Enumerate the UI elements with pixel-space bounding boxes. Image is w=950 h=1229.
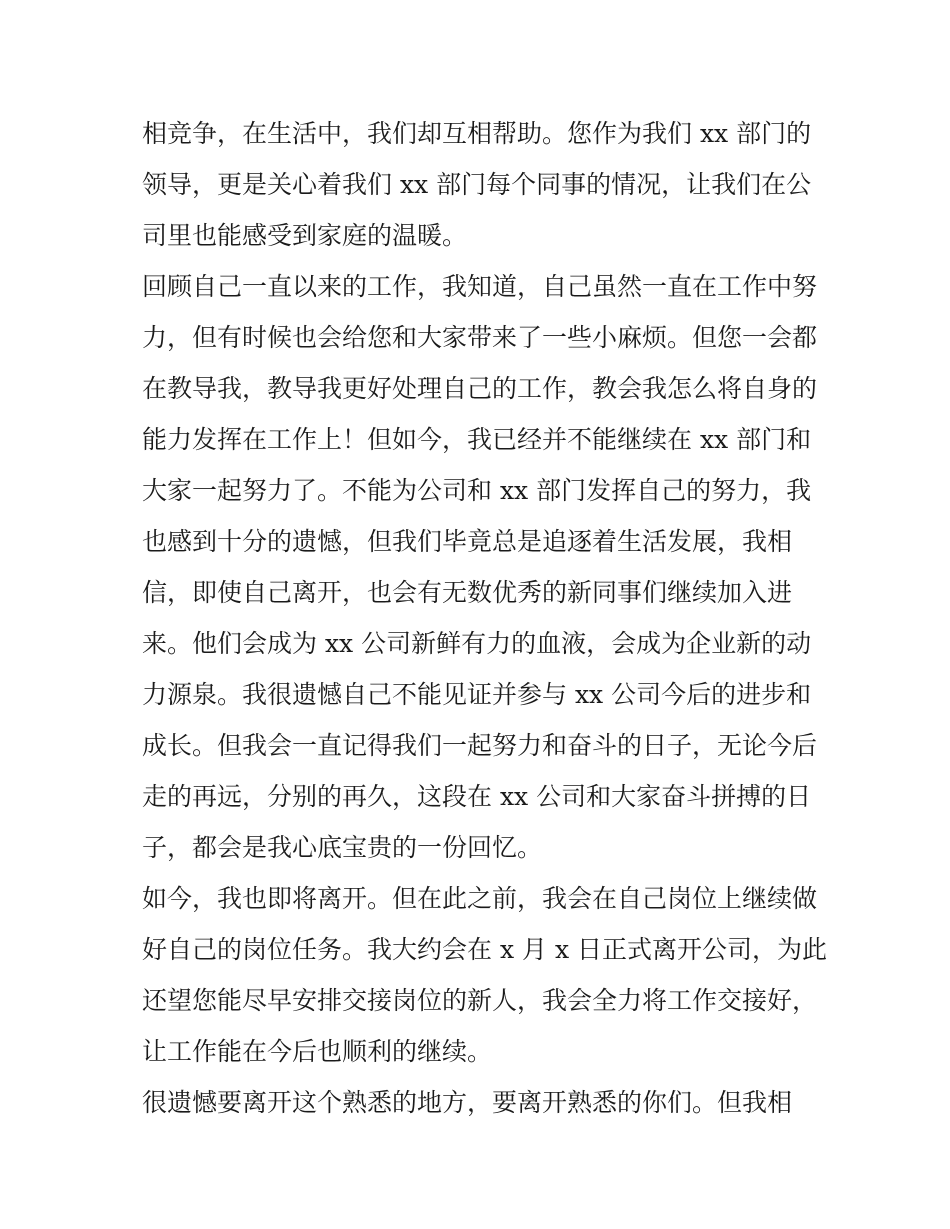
text-line: 如今，我也即将离开。但在此之前，我会在自己岗位上继续做 <box>142 884 818 913</box>
text-line: 大家一起努力了。不能为公司和 xx 部门发挥自己的努力，我 <box>142 476 812 505</box>
text-line: 司里也能感受到家庭的温暖。 <box>142 221 468 250</box>
paragraph-2 <box>142 261 818 873</box>
text-line: 很遗憾要离开这个熟悉的地方，要离开熟悉的你们。但我相 <box>142 1088 793 1117</box>
paragraph-3 <box>142 873 827 1077</box>
paragraph-1 <box>142 108 814 261</box>
text-line: 让工作能在今后也顺利的继续。 <box>142 1037 493 1066</box>
text-line: 力，但有时候也会给您和大家带来了一些小麻烦。但您一会都 <box>142 323 818 352</box>
letter-body <box>142 108 827 1128</box>
text-line: 好自己的岗位任务。我大约会在 x 月 x 日正式离开公司，为此 <box>142 935 827 964</box>
paragraph-4 <box>142 1077 814 1128</box>
text-line: 力源泉。我很遗憾自己不能见证并参与 xx 公司今后的进步和 <box>142 680 812 709</box>
text-line: 相竞争，在生活中，我们却互相帮助。您作为我们 xx 部门的 <box>142 119 812 148</box>
text-line: 走的再远，分别的再久，这段在 xx 公司和大家奋斗拼搏的日 <box>142 782 812 811</box>
text-line: 信，即使自己离开，也会有无数优秀的新同事们继续加入进 <box>142 578 793 607</box>
text-line: 回顾自己一直以来的工作，我知道，自己虽然一直在工作中努 <box>142 272 818 301</box>
text-line: 还望您能尽早安排交接岗位的新人，我会全力将工作交接好， <box>142 986 818 1015</box>
text-line: 也感到十分的遗憾，但我们毕竟总是追逐着生活发展，我相 <box>142 527 793 556</box>
text-line: 领导，更是关心着我们 xx 部门每个同事的情况，让我们在公 <box>142 170 812 199</box>
text-line: 成长。但我会一直记得我们一起努力和奋斗的日子，无论今后 <box>142 731 818 760</box>
text-line: 能力发挥在工作上！但如今，我已经并不能继续在 xx 部门和 <box>142 425 812 454</box>
text-line: 子，都会是我心底宝贵的一份回忆。 <box>142 833 543 862</box>
text-line: 来。他们会成为 xx 公司新鲜有力的血液，会成为企业新的动 <box>142 629 812 658</box>
text-line: 在教导我，教导我更好处理自己的工作，教会我怎么将自身的 <box>142 374 818 403</box>
